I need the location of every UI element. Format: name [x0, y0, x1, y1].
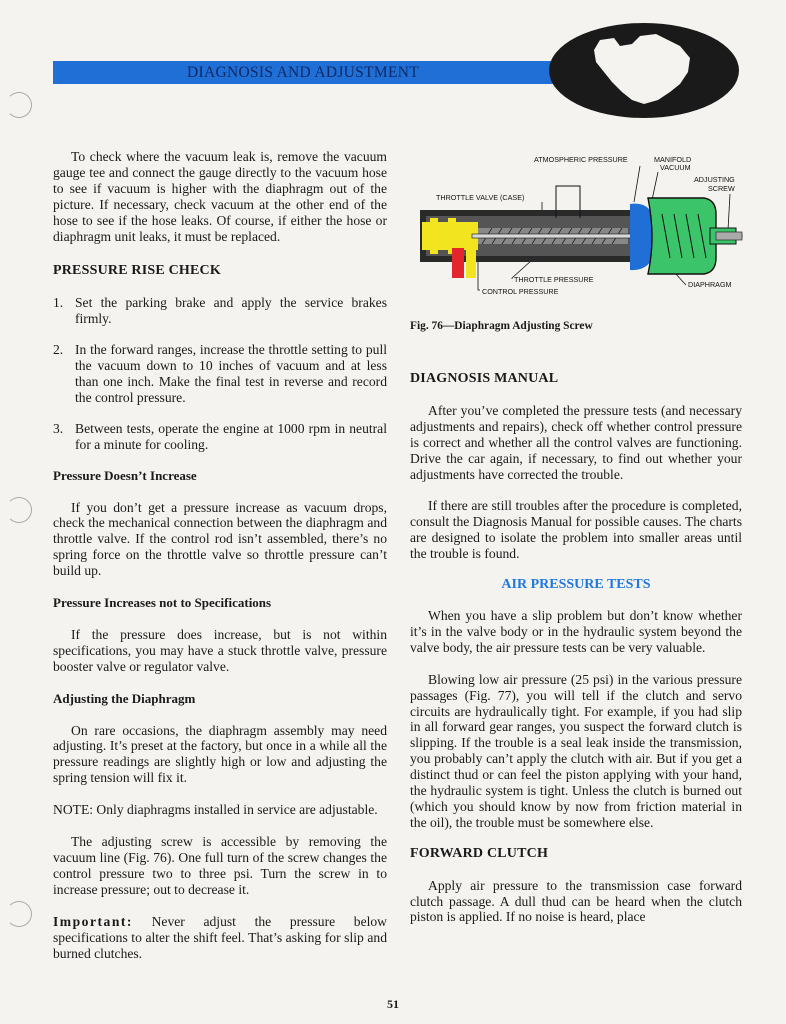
air-pressure-heading: AIR PRESSURE TESTS [501, 577, 651, 593]
no-increase-heading: Pressure Doesn’t Increase [53, 467, 197, 483]
label-throttle-valve: THROTTLE VALVE (CASE) [436, 193, 525, 202]
pressure-rise-steps [53, 295, 387, 452]
header-banner [53, 61, 553, 84]
step-number: 3. [53, 420, 64, 436]
control-passage-shape [452, 248, 464, 278]
label-atmospheric: ATMOSPHERIC PRESSURE [534, 155, 628, 164]
list-item [53, 342, 387, 406]
air-paragraph-2: Blowing low air pressure (25 psi) in the various pressure passages (Fig. 77), you will tell if the clutch and servo circuits are hydraulically tight. For example, if you had slip in all forward gear ranges, you suspect the forward clutch is slipping. If the trouble is a seal leak inside the transmission, you probably can’t apply the clutch with air. But if you get a distinct thud or can feel the piston applying with your hand, the hydraulic system is tight. Unless the clutch is burned out (which you should know by now from friction material in the oil), the trouble must be somewhere else. [410, 671, 742, 830]
punch-hole [6, 901, 32, 927]
diaphragm-diagram [412, 148, 746, 308]
manual-paragraph-1: After you’ve completed the pressure tests (and necessary adjustments and repairs), check off whether control pressure is correct and whether all the control valves are functioning. Drive the car again, if necessary, to find out whether your adjustments have corrected the trouble. [410, 402, 742, 482]
step-number: 2. [53, 342, 64, 358]
important-text: Never adjust the pressure below specifications to alter the shift feel. That’s asking for slip and burned clutches. [53, 913, 387, 961]
figure-caption: Fig. 76—Diaphragm Adjusting Screw [410, 320, 593, 332]
intro-paragraph: To check where the vacuum leak is, remove the vacuum gauge tee and connect the gauge directly to the vacuum hose to see if vacuum is higher with the diaphragm out of the picture. If necessary, check vacuum at the other end of the hose to see if the hose leaks. Of course, if either the hose or diaphragm unit leaks, it must be replaced. [53, 149, 387, 244]
label-control-pressure: CONTROL PRESSURE [482, 287, 559, 296]
step-text: Set the parking brake and apply the service brakes firmly. [75, 295, 387, 327]
adjusting-paragraph: On rare occasions, the diaphragm assembly may need adjusting. It’s preset at the factory, but once in a while all the pressure readings are slightly high or low and adjusting the spring tension will fix it. [53, 722, 387, 786]
step-number: 1. [53, 295, 64, 311]
note-label: NOTE: [53, 802, 94, 818]
left-column [53, 149, 387, 961]
label-throttle-pressure: THROTTLE PRESSURE [514, 275, 594, 284]
step-text: In the forward ranges, increase the throttle setting to pull the vacuum down to 10 inches of vacuum and at less than one inch. Make the final test in reverse and record the control pressure. [75, 342, 387, 405]
label-adjusting-2: SCREW [708, 184, 735, 193]
label-manifold-2: VACUUM [660, 163, 691, 172]
air-paragraph-1: When you have a slip problem but don’t know whether it’s in the valve body or in the hydraulic system beyond the valve body, the air pressure tests can be very valuable. [410, 607, 742, 655]
right-column [410, 371, 742, 925]
screw-paragraph: The adjusting screw is accessible by removing the vacuum line (Fig. 76). One full turn of the screw changes the control pressure two to three psi. Turn the screw in to increase pressure; out to decrease it. [53, 834, 387, 897]
punch-hole [6, 497, 32, 523]
adjusting-heading: Adjusting the Diaphragm [53, 690, 196, 706]
pressure-rise-heading: PRESSURE RISE CHECK [53, 263, 221, 279]
no-increase-paragraph: If you don’t get a pressure increase as vacuum drops, check the mechanical connection between the diaphragm and throttle valve. If the control rod isn’t assembled, there’s no spring force on the throttle valve so throttle pressure can’t build up. [53, 499, 387, 579]
transmission-silhouette-icon [548, 22, 740, 119]
diagnosis-manual-heading: DIAGNOSIS MANUAL [410, 371, 559, 386]
step-text: Between tests, operate the engine at 1000 rpm in neutral for a minute for cooling. [75, 420, 387, 452]
list-item [53, 295, 387, 327]
manual-paragraph-2: If there are still troubles after the procedure is completed, consult the Diagnosis Manual for possible causes. The charts are designed to isolate the problem into smaller areas until the trouble is found. [410, 498, 742, 562]
forward-clutch-heading: FORWARD CLUTCH [410, 845, 549, 861]
note-paragraph [53, 802, 387, 818]
list-item [53, 421, 387, 453]
punch-hole [6, 92, 32, 118]
not-spec-paragraph: If the pressure does increase, but is not within specifications, you may have a stuck throttle valve, pressure booster valve or regulator valve. [53, 626, 387, 674]
page-number: 51 [387, 997, 399, 1011]
label-diaphragm: DIAPHRAGM [688, 280, 732, 289]
important-label: Important: [53, 913, 133, 929]
label-manifold-1: MANIFOLD [654, 155, 692, 164]
not-spec-heading: Pressure Increases not to Specifications [53, 595, 272, 611]
important-paragraph [53, 914, 387, 962]
page-title: DIAGNOSIS AND ADJUSTMENT [187, 64, 419, 81]
note-text: Only diaphragms installed in service are adjustable. [93, 802, 378, 818]
forward-paragraph: Apply air pressure to the transmission case forward clutch passage. A dull thud can be heard when the clutch piston is applied. If no noise is heard, place [410, 877, 742, 925]
label-adjusting-1: ADJUSTING [694, 175, 735, 184]
